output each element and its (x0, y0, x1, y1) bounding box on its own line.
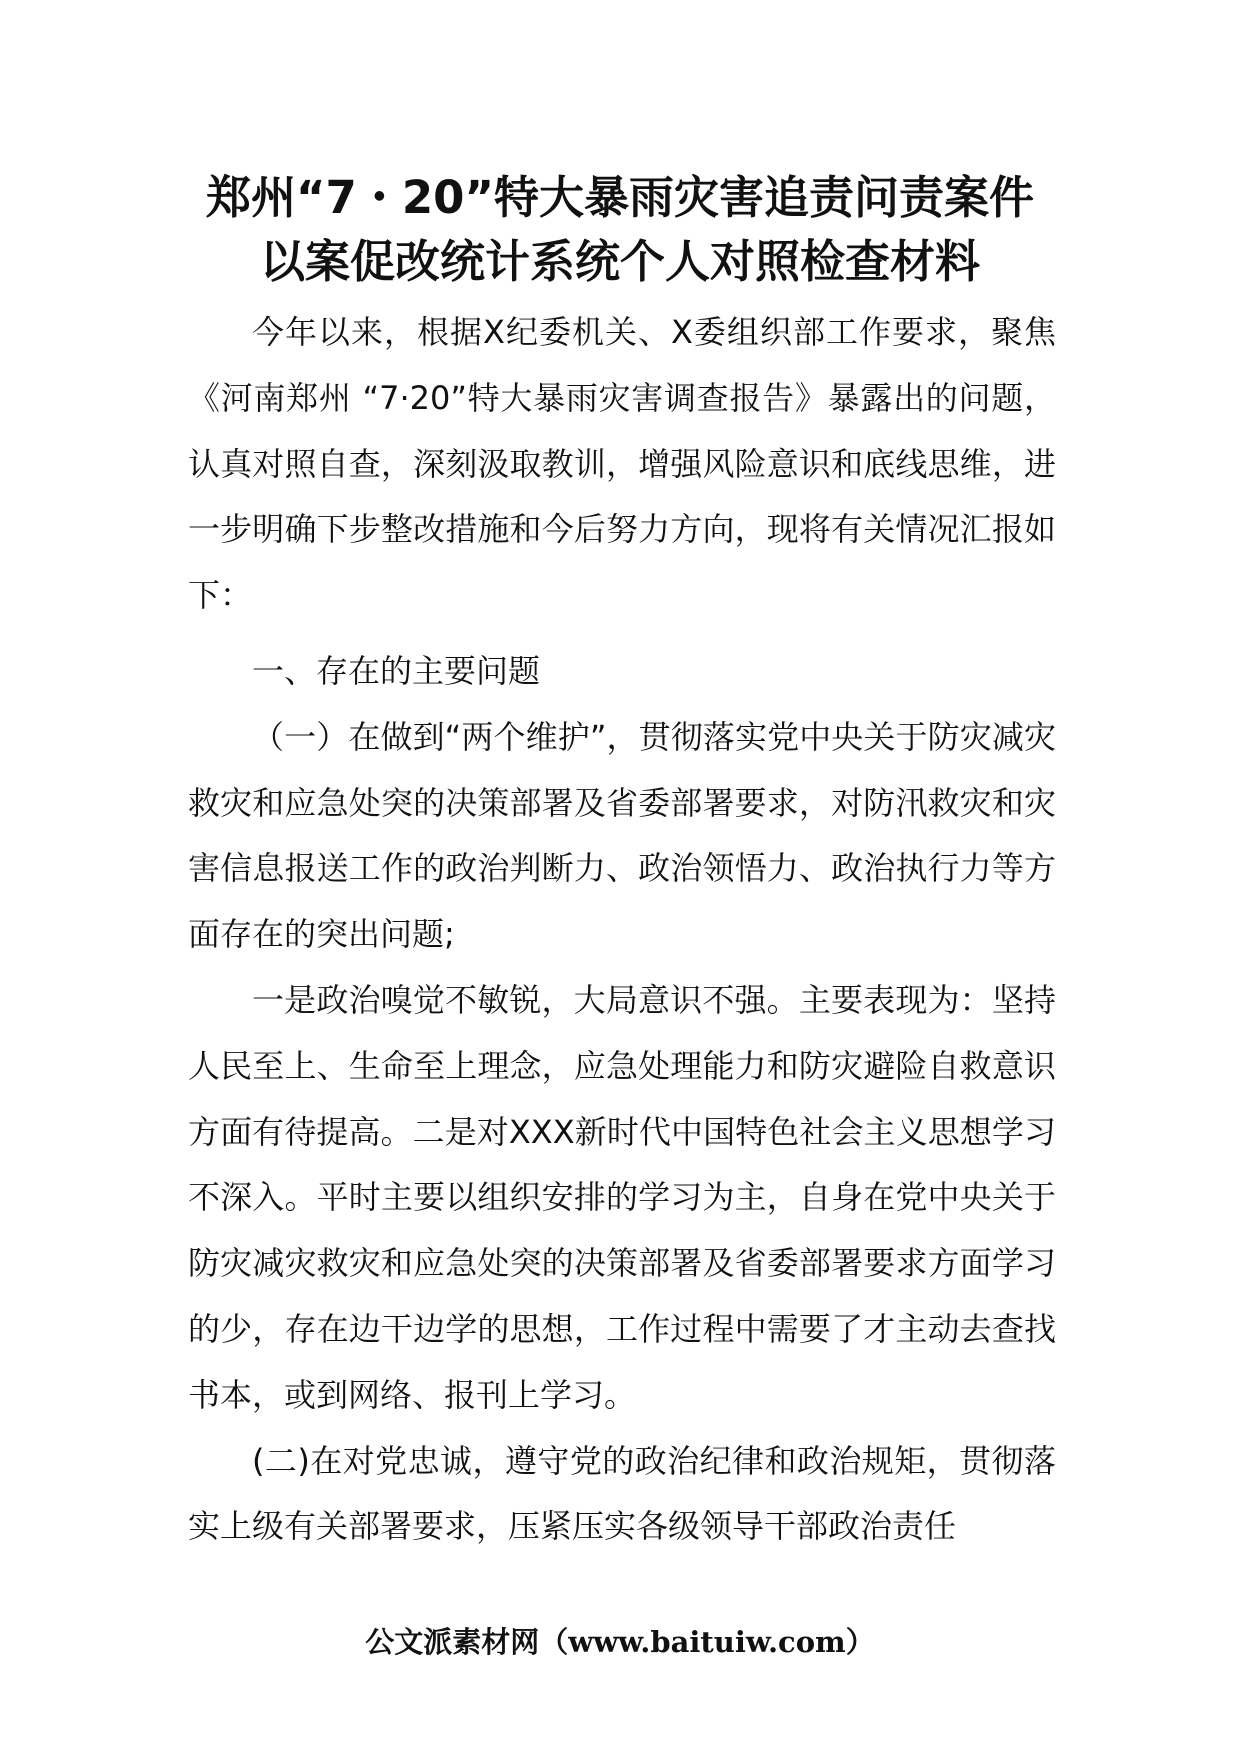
paragraph-subsection-1: （一）在做到“两个维护”，贯彻落实党中央关于防灾减灾救灾和应急处突的决策部署及省委部署要求，对防汛救灾和灾害信息报送工作的政治判断力、政治领悟力、政治执行力等方面存在的突出问题; (188, 717, 1056, 954)
footer-watermark: 公文派素材网（www.baituiw.com） (365, 1625, 875, 1659)
paragraph-subsection-2: (二)在对党忠诚，遵守党的政治纪律和政治规矩，贯彻落实上级有关部署要求，压紧压实各级领导干部政治责任 (188, 1441, 1056, 1546)
document-body (188, 300, 1056, 1560)
paragraph-intro: 今年以来，根据X纪委机关、X委组织部工作要求，聚焦《河南郑州 “7·20”特大暴雨灾害调查报告》暴露出的问题，认真对照自查，深刻汲取教训，增强风险意识和底线思维，进一步明确下步整改措施和今后努力方向，现将有关情况汇报如下： (188, 313, 1056, 615)
section-heading: 一、存在的主要问题 (252, 651, 541, 690)
paragraph-details: 一是政治嗅觉不敏锐，大局意识不强。主要表现为：坚持人民至上、生命至上理念，应急处理能力和防灾避险自救意识方面有待提高。二是对XXX新时代中国特色社会主义思想学习不深入。平时主要以组织安排的学习为主，自身在党中央关于防灾减灾救灾和应急处突的决策部署及省委部署要求方面学习的少，存在边干边学的思想，工作过程中需要了才主动去查找书本，或到网络、报刊上学习。 (188, 980, 1056, 1414)
document-title-line-2: 以案促改统计系统个人对照检查材料 (259, 235, 980, 288)
document-title-line-1: 郑州“7・20”特大暴雨灾害追责问责案件 (205, 171, 1035, 224)
